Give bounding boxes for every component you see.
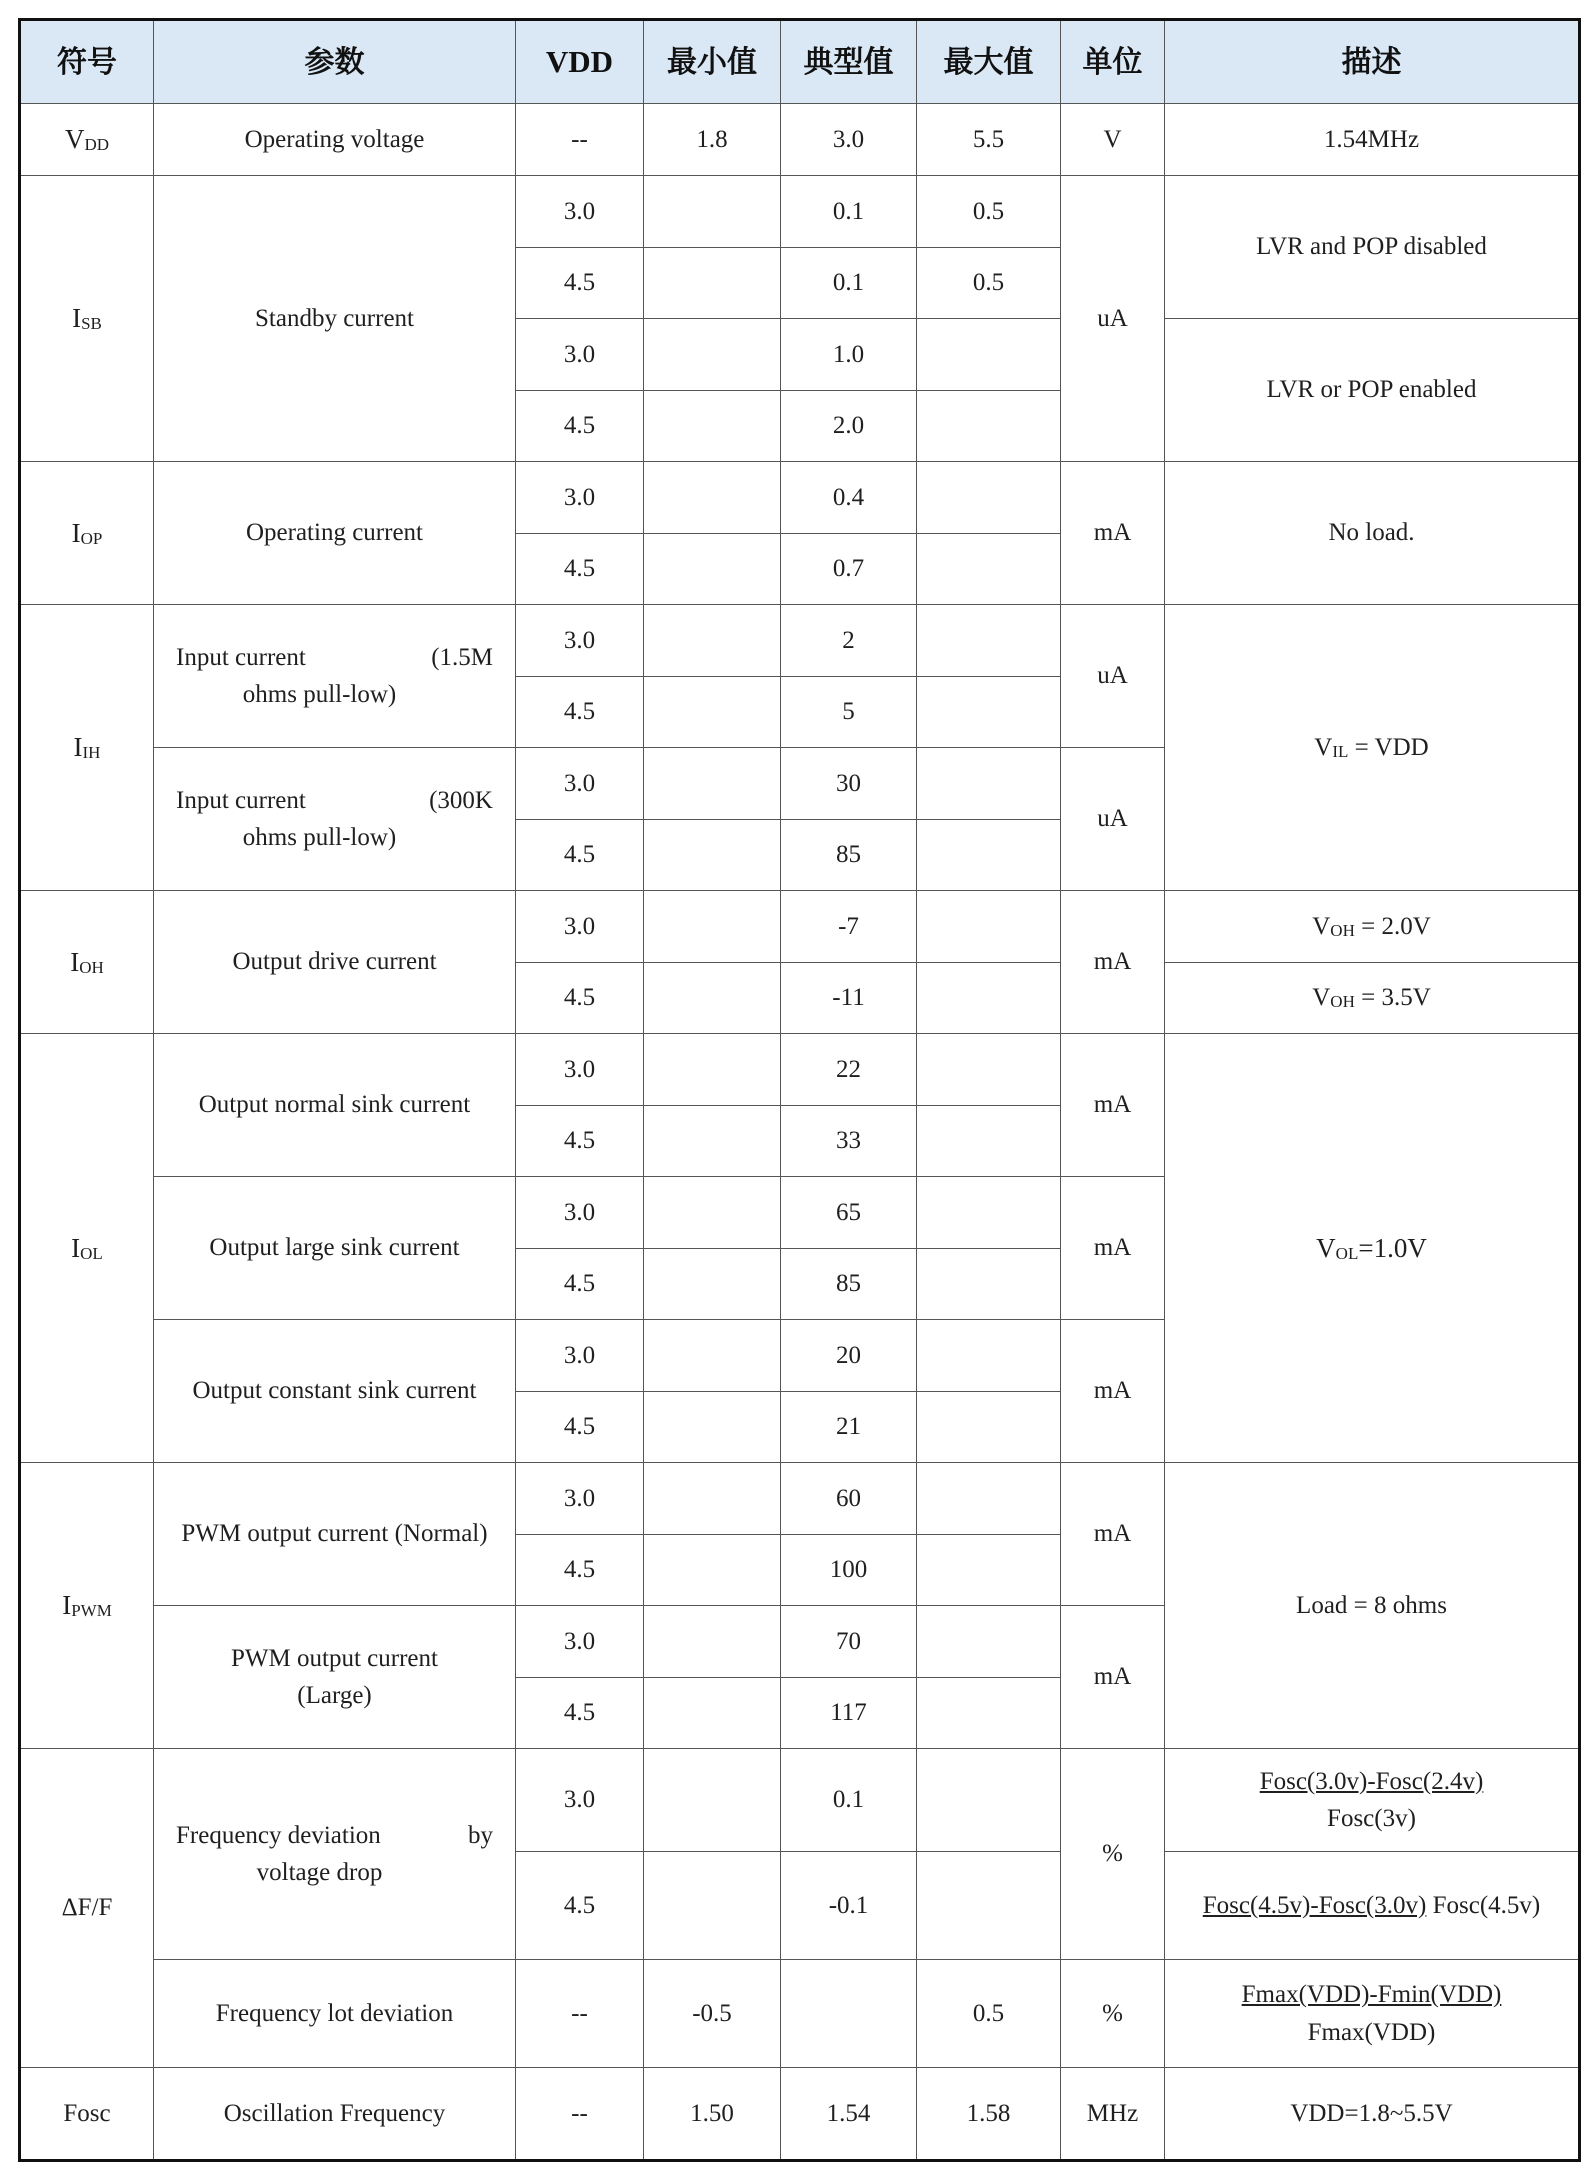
symbol-cell: $I_{PWM}$ [20,1463,154,1749]
min-cell [644,1606,781,1678]
max-cell [917,891,1061,963]
min-cell [644,963,781,1034]
min-cell [644,1535,781,1606]
description-cell: Load = 8 ohms [1165,1463,1580,1749]
table-row-vdd [20,104,1580,176]
vdd-cell: 4.5 [516,248,644,319]
min-cell [644,891,781,963]
vdd-cell: 4.5 [516,1392,644,1463]
typ-cell: 21 [781,1392,917,1463]
typ-cell: 5 [781,677,917,748]
parameter-cell: Standby current [154,176,516,462]
parameter-cell: Operating current [154,462,516,605]
unit-cell: V [1061,104,1165,176]
min-cell: 1.50 [644,2068,781,2161]
max-cell [917,1535,1061,1606]
table-row-ioh [20,891,1580,963]
symbol-cell: $V_{DD}$ [20,104,154,176]
description-cell: $V_{OL}=1.0V$ [1165,1034,1580,1463]
min-cell [644,534,781,605]
max-cell [917,1678,1061,1749]
table-row-fosc [20,2068,1580,2161]
description-cell: No load. [1165,462,1580,605]
vdd-cell: 4.5 [516,1852,644,1960]
fraction-denominator: Fosc(3v) [1327,1805,1416,1832]
max-cell: 5.5 [917,104,1061,176]
vdd-cell: 3.0 [516,1177,644,1249]
vdd-cell: 4.5 [516,963,644,1034]
symbol-cell: $I_{OH}$ [20,891,154,1034]
typ-cell: -11 [781,963,917,1034]
min-cell [644,1852,781,1960]
table-row-df-lot [20,1960,1580,2068]
vdd-cell: 4.5 [516,820,644,891]
symbol-cell: ΔF/F [20,1749,154,2068]
min-cell [644,1106,781,1177]
typ-cell: 0.1 [781,176,917,248]
header-vdd: VDD [516,20,644,104]
fraction-denominator: Fosc(4.5v) [1432,1891,1541,1919]
max-cell [917,1463,1061,1535]
parameter-cell: Input current (1.5M ohms pull-low) [154,605,516,748]
header-typ: 典型值 [781,20,917,104]
typ-cell: 0.1 [781,248,917,319]
description-cell: 1.54MHz [1165,104,1580,176]
electrical-characteristics-table [18,18,1581,2162]
vdd-cell: 3.0 [516,319,644,391]
max-cell: 0.5 [917,1960,1061,2068]
unit-cell: mA [1061,891,1165,1034]
symbol-cell: $I_{OL}$ [20,1034,154,1463]
vdd-cell: 3.0 [516,1034,644,1106]
min-cell [644,1678,781,1749]
typ-cell: 0.7 [781,534,917,605]
min-cell [644,176,781,248]
vdd-cell: 3.0 [516,462,644,534]
min-cell [644,820,781,891]
vdd-cell: -- [516,2068,644,2161]
unit-cell: uA [1061,176,1165,462]
param-line: PWM output current [231,1644,438,1672]
parameter-cell: PWM output current (Normal) [154,1463,516,1606]
typ-cell: 2.0 [781,391,917,462]
typ-cell: 70 [781,1606,917,1678]
max-cell [917,748,1061,820]
typ-cell: 33 [781,1106,917,1177]
description-cell: VDD=1.8~5.5V [1165,2068,1580,2161]
min-cell [644,462,781,534]
unit-cell: mA [1061,1034,1165,1177]
vdd-cell: 3.0 [516,891,644,963]
max-cell [917,1320,1061,1392]
min-cell [644,1249,781,1320]
typ-cell: 100 [781,1535,917,1606]
description-cell [1165,1749,1580,1852]
description-cell [1165,1960,1580,2068]
unit-cell: mA [1061,1463,1165,1606]
vdd-cell: 4.5 [516,391,644,462]
symbol-cell: Fosc [20,2068,154,2161]
description-cell [1165,1852,1580,1960]
vdd-cell: 4.5 [516,1678,644,1749]
max-cell: 0.5 [917,248,1061,319]
unit-cell: % [1061,1960,1165,2068]
min-cell [644,605,781,677]
min-cell [644,1177,781,1249]
min-cell [644,248,781,319]
min-cell [644,1749,781,1852]
max-cell [917,1034,1061,1106]
vdd-cell: 3.0 [516,1606,644,1678]
vdd-cell: 4.5 [516,1249,644,1320]
unit-cell: uA [1061,605,1165,748]
max-cell: 0.5 [917,176,1061,248]
parameter-cell: Output constant sink current [154,1320,516,1463]
vdd-cell: 4.5 [516,677,644,748]
max-cell [917,1177,1061,1249]
typ-cell: 2 [781,605,917,677]
typ-cell: 1.54 [781,2068,917,2161]
unit-cell: % [1061,1749,1165,1960]
table-row-isb [20,176,1580,248]
vdd-cell: 3.0 [516,1320,644,1392]
typ-cell: 65 [781,1177,917,1249]
parameter-cell: Frequency deviation by voltage drop [154,1749,516,1960]
unit-cell: mA [1061,1606,1165,1749]
typ-cell: 60 [781,1463,917,1535]
parameter-cell: Output normal sink current [154,1034,516,1177]
symbol-cell: $I_{IH}$ [20,605,154,891]
min-cell [644,1034,781,1106]
vdd-cell: 3.0 [516,176,644,248]
max-cell [917,462,1061,534]
max-cell [917,605,1061,677]
min-cell [644,677,781,748]
symbol-cell: $I_{OP}$ [20,462,154,605]
max-cell [917,1249,1061,1320]
description-cell: $V_{IL}$ = VDD [1165,605,1580,891]
table-row-ipwm [20,1463,1580,1535]
unit-cell: mA [1061,1320,1165,1463]
vdd-cell: -- [516,1960,644,2068]
vdd-cell: 4.5 [516,1106,644,1177]
table-row-iop [20,462,1580,534]
unit-cell: uA [1061,748,1165,891]
table-row-df [20,1749,1580,1852]
description-cell: $V_{OH} = 2.0V$ [1165,891,1580,963]
vdd-cell: 4.5 [516,1535,644,1606]
symbol-cell: $I_{SB}$ [20,176,154,462]
typ-cell: 3.0 [781,104,917,176]
max-cell [917,1749,1061,1852]
max-cell [917,1392,1061,1463]
vdd-cell: 3.0 [516,605,644,677]
vdd-cell: 3.0 [516,1463,644,1535]
typ-cell: 30 [781,748,917,820]
min-cell [644,1392,781,1463]
parameter-cell [154,1606,516,1749]
unit-cell: mA [1061,462,1165,605]
typ-cell: 117 [781,1678,917,1749]
typ-cell: 85 [781,820,917,891]
vdd-cell: 3.0 [516,1749,644,1852]
unit-cell: MHz [1061,2068,1165,2161]
description-cell: LVR and POP disabled [1165,176,1580,319]
max-cell [917,1606,1061,1678]
fraction-numerator: Fosc(3.0v)-Fosc(2.4v) [1259,1767,1484,1795]
max-cell [917,534,1061,605]
parameter-cell: Frequency lot deviation [154,1960,516,2068]
header-min: 最小值 [644,20,781,104]
min-cell [644,391,781,462]
max-cell [917,963,1061,1034]
max-cell: 1.58 [917,2068,1061,2161]
header-description: 描述 [1165,20,1580,104]
max-cell [917,319,1061,391]
min-cell: -0.5 [644,1960,781,2068]
typ-cell: 0.4 [781,462,917,534]
typ-cell: 0.1 [781,1749,917,1852]
header-max: 最大值 [917,20,1061,104]
typ-cell [781,1960,917,2068]
param-line: (Large) [297,1682,372,1709]
description-cell: LVR or POP enabled [1165,319,1580,462]
max-cell [917,391,1061,462]
vdd-cell: 4.5 [516,534,644,605]
vdd-cell: 3.0 [516,748,644,820]
max-cell [917,1106,1061,1177]
unit-cell: mA [1061,1177,1165,1320]
spec-table-frame [18,18,1578,2156]
header-parameter: 参数 [154,20,516,104]
min-cell [644,319,781,391]
header-row [20,20,1580,104]
max-cell [917,820,1061,891]
typ-cell: -7 [781,891,917,963]
header-symbol: 符号 [20,20,154,104]
min-cell [644,1320,781,1392]
typ-cell: -0.1 [781,1852,917,1960]
parameter-cell: Oscillation Frequency [154,2068,516,2161]
typ-cell: 22 [781,1034,917,1106]
max-cell [917,1852,1061,1960]
fraction-numerator: Fmax(VDD)-Fmin(VDD) [1241,1981,1502,2008]
description-cell: $V_{OH} = 3.5V$ [1165,963,1580,1034]
parameter-cell: Operating voltage [154,104,516,176]
table-row-iol [20,1034,1580,1106]
table-row-iih [20,605,1580,677]
parameter-cell: Input current (300K ohms pull-low) [154,748,516,891]
typ-cell: 1.0 [781,319,917,391]
min-cell [644,748,781,820]
min-cell [644,1463,781,1535]
max-cell [917,677,1061,748]
header-unit: 单位 [1061,20,1165,104]
vdd-cell: -- [516,104,644,176]
min-cell: 1.8 [644,104,781,176]
parameter-cell: Output drive current [154,891,516,1034]
fraction-numerator: Fosc(4.5v)-Fosc(3.0v) [1202,1891,1427,1919]
typ-cell: 20 [781,1320,917,1392]
fraction-denominator: Fmax(VDD) [1307,2018,1436,2046]
parameter-cell: Output large sink current [154,1177,516,1320]
typ-cell: 85 [781,1249,917,1320]
